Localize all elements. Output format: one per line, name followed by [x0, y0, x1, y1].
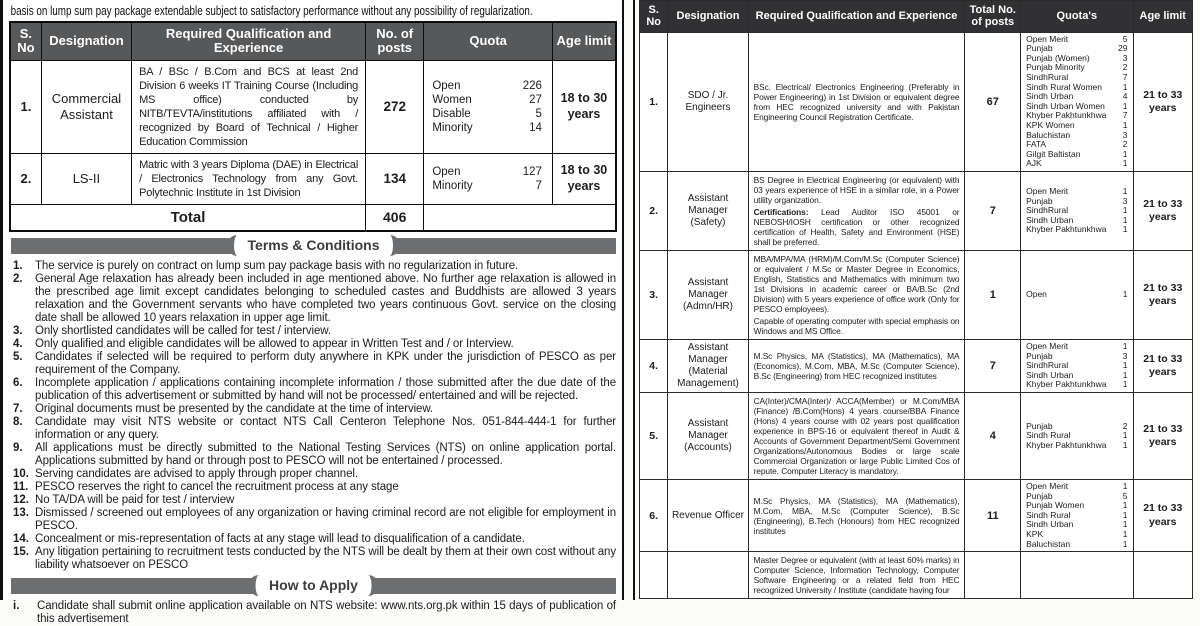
quota-value: 1: [1122, 100, 1128, 111]
qualification-paragraph: M.Sc Physics, MA (Statistics), MA (Mathematics), M.Com, MBA, M.Sc (Computer Science), B.Sc (Engineering), B.Tech (Honours) from HEC recognized institutes: [753, 495, 960, 536]
qualification-cell: [748, 171, 965, 250]
quota-label: Open: [432, 165, 461, 178]
term-text: No TA/DA will be paid for test / interview: [35, 493, 235, 506]
term-number: 7.: [13, 402, 23, 415]
quota-entry: [1026, 380, 1127, 390]
column-header: S. No: [10, 22, 41, 60]
term-text: All applications must be directly submitted to the National Testing Services (NTS) on online application portal. Applications submitted by hand or through post to PESCO will not be entertained / processed.: [35, 441, 616, 467]
quota-value: 2: [1122, 139, 1128, 150]
quota-label: Sindh Rural Women: [1026, 81, 1103, 92]
term-text: Concealment or mis-representation of facts at any stage will lead to disqualification of a candidate.: [35, 532, 525, 545]
qualification-cell: [748, 392, 965, 479]
how-to-apply-section-bar: [11, 578, 616, 594]
quota-value: 2: [1122, 420, 1128, 431]
qualification-cell: [748, 479, 965, 551]
quota-label: Khyber Pakhtunkhwa: [1026, 224, 1107, 235]
sno-cell: 4.: [640, 339, 668, 392]
qualification-paragraph: Capable of operating computer with special emphasis on Windows and MS Office.: [753, 315, 960, 336]
quota-label: Gilgit Baltistan: [1026, 148, 1081, 159]
quota-value: 1: [1122, 519, 1128, 530]
quota-cell: [1021, 32, 1133, 171]
quota-value: 1: [1122, 360, 1128, 371]
term-text: Only qualified and eligible candidates will be allowed to appear in Written Test and / or Interview.: [35, 337, 514, 350]
quota-label: KPK Women: [1026, 119, 1075, 130]
quota-value: 1: [1122, 340, 1128, 351]
posts-cell: 272: [366, 60, 424, 153]
column-header: Quota's: [1021, 1, 1133, 33]
quota-value: 3: [1122, 195, 1128, 206]
term-text: Any litigation pertaining to recruitment tests conducted by the NTS will be dealt by them at their own cost without any liability whatsoever on PESCO: [35, 545, 616, 571]
quota-value: 1: [1122, 538, 1128, 549]
term-text: Only shortlisted candidates will be called for test / interview.: [35, 324, 331, 337]
apply-number: i.: [13, 599, 20, 612]
quota-cell: [1021, 552, 1133, 599]
term-number: 15.: [13, 545, 29, 558]
column-header: Required Qualification and Experience: [748, 1, 965, 33]
quota-entry: [1026, 159, 1127, 169]
qualification-paragraph: BS Degree in Electrical Engineering (or equivalent) with 03 years experience of HSE in a similar role, in a Power utility organization.: [753, 174, 960, 205]
terms-item: [13, 403, 616, 416]
table-row: [640, 339, 1193, 392]
quota-value: 7: [1122, 110, 1128, 121]
term-number: 8.: [13, 415, 23, 428]
quota-value: 1: [1122, 119, 1128, 130]
terms-item: [13, 546, 616, 572]
sno-cell: 3.: [640, 250, 668, 339]
bold-lead: Certifications:: [753, 206, 809, 217]
term-text: Serving candidates are advised to apply through proper channel.: [35, 467, 358, 480]
column-header: Age limit: [552, 22, 616, 60]
term-number: 4.: [13, 337, 23, 350]
terms-item: [13, 494, 616, 507]
quota-value: 1: [1122, 369, 1128, 380]
quota-label: Punjab (Women): [1026, 52, 1090, 63]
term-number: 12.: [13, 493, 29, 506]
term-number: 2.: [13, 272, 23, 285]
quota-label: Sindh Urban: [1026, 369, 1074, 380]
term-text: Candidates if selected will be required to perform duty anywhere in KPK under the jurisdiction of PESCO as per requirement of the Company.: [35, 350, 616, 376]
quota-label: Minority: [432, 121, 473, 134]
designation-cell: LS-II: [41, 153, 131, 204]
quota-value: 1: [1122, 528, 1128, 539]
quota-value: 1: [1122, 289, 1128, 300]
age-limit-cell: 18 to 30 years: [552, 60, 616, 153]
quota-label: Minority: [432, 179, 473, 192]
posts-cell: 11: [965, 479, 1021, 551]
terms-section-bar: [11, 238, 616, 254]
quota-value: 2: [1122, 62, 1128, 73]
term-text: Dismissed / screened out employees of any organization or having criminal record are not eligible for employment in PESCO.: [35, 506, 616, 532]
terms-item: [13, 507, 616, 533]
quota-entry: [432, 79, 542, 93]
age-limit-cell: 21 to 33 years: [1133, 171, 1193, 250]
term-number: 6.: [13, 376, 23, 389]
terms-item: [13, 533, 616, 546]
terms-item: [13, 351, 616, 377]
quota-label: Sindh Urban: [1026, 214, 1074, 225]
term-text: Original documents must be presented by the candidate at the time of interview.: [35, 402, 434, 415]
total-posts: 406: [366, 204, 424, 231]
terms-section-title: Terms & Conditions: [227, 235, 401, 256]
quota-value: 14: [529, 121, 542, 134]
quota-value: 3: [1122, 52, 1128, 63]
qualification-cell: [748, 339, 965, 392]
quota-value: 1: [1122, 439, 1128, 450]
intro-text: basis on lump sum pay package extendable subject to satisfactory performance without any possibility of regularization.: [10, 4, 533, 18]
qualification-cell: BA / BSc / B.Com and BCS at least 2nd Division 6 weeks IT Training Course (Including MS office) conducted by NITB/TEVTA/institutions affiliated with / recognized by Board of Technical / Higher Education Commission: [132, 60, 366, 153]
table-row: [640, 392, 1193, 479]
qualification-paragraph: MBA/MPA/MA (HRM)/M.Com/M.Sc (Computer Science) or equivalent / M.Sc or Master Degree in Economics, English, Statistics and Mathematics with minimum two 1st Divisions in academic career or BA/B.Sc (2nd Division) with 5 years experience of office work (Only for PESCO employees).: [753, 253, 960, 314]
quota-value: 1: [1122, 480, 1128, 491]
right-advert-page: [633, 0, 1193, 600]
quota-value: 226: [522, 79, 542, 92]
quota-cell: [1021, 250, 1133, 339]
vacancies-table-right: [639, 0, 1193, 599]
how-to-apply-list: [9, 598, 618, 626]
sno-cell: 2.: [10, 153, 41, 204]
table-row: [640, 552, 1193, 599]
designation-cell: [668, 552, 748, 599]
quota-label: FATA: [1026, 139, 1047, 150]
designation-cell: SDO / Jr. Engineers: [668, 32, 748, 171]
term-number: 11.: [13, 480, 29, 493]
column-header: Required Qualification and Experience: [132, 22, 366, 60]
age-limit-cell: 21 to 33 years: [1133, 392, 1193, 479]
quota-value: 7: [535, 179, 542, 192]
term-number: 9.: [13, 441, 23, 454]
term-text: PESCO reserves the right to cancel the recruitment process at any stage: [35, 480, 399, 493]
sno-cell: 1.: [640, 32, 668, 171]
quota-value: 3: [1122, 129, 1128, 140]
quota-label: Sindh Urban Women: [1026, 100, 1105, 111]
quota-value: 1: [1122, 158, 1128, 169]
quota-label: Punjab: [1026, 490, 1053, 501]
term-number: 13.: [13, 506, 29, 519]
quota-cell: [1021, 479, 1133, 551]
quota-label: Khyber Pakhtunkhwa: [1026, 439, 1107, 450]
designation-cell: Assistant Manager (Safety): [668, 171, 748, 250]
posts-cell: 1: [965, 250, 1021, 339]
quota-value: 5: [1122, 490, 1128, 501]
quota-label: KPK: [1026, 528, 1044, 539]
quota-label: Open Merit: [1026, 185, 1069, 196]
term-number: 10.: [13, 467, 29, 480]
total-label: Total: [10, 204, 366, 231]
qualification-paragraph: Certifications: Lead Auditor ISO 45001 or NEBOSH/IOSH certification or other recognized certification of Health, Safety and Environment (HSE) shall be preferred.: [753, 206, 960, 247]
quota-label: Baluchistan: [1026, 538, 1071, 549]
column-header: Quota: [424, 22, 553, 60]
designation-cell: Assistant Manager (Material Management): [668, 339, 748, 392]
designation-cell: Assistant Manager (Admn/HR): [668, 250, 748, 339]
age-limit-cell: 21 to 33 years: [1133, 250, 1193, 339]
term-number: 14.: [13, 532, 29, 545]
quota-label: Open: [1026, 289, 1047, 300]
quota-label: SindhRural: [1026, 72, 1069, 82]
quota-value: 1: [1122, 148, 1128, 159]
posts-cell: 67: [965, 32, 1021, 171]
qualification-paragraph: CA(Inter)/CMA(Inter)/ ACCA(Member) or M.Com/MBA (Finance) /B.Com(Hons) 4 years course/BBA Finance (Hons) 4 years course with 02 years post qualification experience in BPS-16 or equivalent thereof in Audit & Accounts of Government Department/Semi Government Organizations/Autonomous Bodies or large scale Commercial Organization or large Public Limited Cos of repute. Computer Literacy is mandatory.: [753, 395, 960, 476]
quota-label: AJK: [1026, 158, 1042, 169]
apply-text: Candidate shall submit online application available on NTS website: www.nts.org.pk within 15 days of publication of this advertisement: [37, 599, 616, 625]
designation-cell: Revenue Officer: [668, 479, 748, 551]
terms-item: [13, 481, 616, 494]
term-number: 5.: [13, 350, 23, 363]
sno-cell: 2.: [640, 171, 668, 250]
age-limit-cell: 21 to 33 years: [1133, 479, 1193, 551]
quota-label: SindhRural: [1026, 205, 1069, 216]
quota-label: Khyber Pakhtunkhwa: [1026, 110, 1107, 121]
posts-cell: 134: [366, 153, 424, 204]
quota-cell: [1021, 171, 1133, 250]
term-text: General Age relaxation has already been included in age mentioned above. No further age relaxation is allowed in the prescribed age limit except candidates belonging to scheduled castes and Buddhists are allowed 3 years relaxation and the Government servants who have completed two years continuous Govt. service on the closing date shall be allowed 10 years relaxation in upper age limit.: [35, 272, 616, 324]
quota-entry: [432, 121, 542, 135]
quota-label: Disable: [432, 107, 471, 120]
quota-entry: [1026, 225, 1127, 235]
table-row: [640, 250, 1193, 339]
quota-cell: [424, 60, 553, 153]
quota-label: Punjab: [1026, 195, 1053, 206]
quota-label: Sindh Rural: [1026, 509, 1071, 520]
terms-item: [13, 338, 616, 351]
column-header: Total No. of posts: [965, 1, 1021, 33]
quota-value: 1: [1122, 379, 1128, 390]
quota-label: Sindh Urban: [1026, 519, 1074, 530]
quota-label: Open Merit: [1026, 340, 1069, 351]
quota-label: Khyber Pakhtunkhwa: [1026, 379, 1107, 390]
quota-entry: [1026, 441, 1127, 451]
quota-label: Open Merit: [1026, 33, 1069, 44]
quota-value: 7: [1122, 72, 1128, 82]
column-header: Designation: [41, 22, 131, 60]
column-header: No. of posts: [366, 22, 424, 60]
quota-value: 1: [1122, 224, 1128, 235]
quota-label: Baluchistan: [1026, 129, 1071, 140]
quota-label: Open: [432, 79, 461, 92]
term-text: The service is purely on contract on lump sum pay package basis with no regularization in future.: [35, 259, 519, 272]
terms-item: [13, 468, 616, 481]
how-to-apply-section-title: How to Apply: [248, 575, 379, 596]
quota-value: 3: [1122, 350, 1128, 361]
quota-label: Sindh Rural: [1026, 430, 1071, 441]
term-text: Candidate may visit NTS website or contact NTS Call Centeron Telephone Nos. 051-844-444-1 for further information or any query.: [35, 415, 616, 441]
terms-item: [13, 416, 616, 442]
designation-cell: Assistant Manager (Accounts): [668, 392, 748, 479]
header-row: [10, 22, 616, 60]
sno-cell: [640, 552, 668, 599]
quota-value: 5: [1122, 33, 1128, 44]
quota-label: Punjab: [1026, 43, 1053, 54]
quota-value: 1: [1122, 205, 1128, 216]
column-header: S. No: [640, 1, 668, 33]
qualification-paragraph: Master Degree or equivalent (with at least 60% marks) in Computer Science, Information Technology, Computer Software Engineering or a related field from HEC recognized University / Institute (candidate having four: [753, 555, 960, 596]
quota-label: Punjab: [1026, 350, 1053, 361]
sno-cell: 1.: [10, 60, 41, 153]
quota-entry: [1026, 540, 1127, 550]
apply-item: [13, 600, 616, 626]
age-limit-cell: [1133, 552, 1193, 599]
header-row: [640, 1, 1193, 33]
age-limit-cell: 21 to 33 years: [1133, 32, 1193, 171]
quota-value: 1: [1122, 81, 1128, 92]
age-limit-cell: 21 to 33 years: [1133, 339, 1193, 392]
quota-cell: [1021, 339, 1133, 392]
quota-value: 5: [535, 107, 542, 120]
quota-value: 1: [1122, 214, 1128, 225]
qualification-cell: [748, 552, 965, 599]
table-row: [640, 171, 1193, 250]
term-number: 1.: [13, 259, 23, 272]
posts-cell: [965, 552, 1021, 599]
quota-entry: [1026, 290, 1127, 300]
quota-value: 1: [1122, 509, 1128, 520]
quota-value: 1: [1122, 430, 1128, 441]
quota-label: SindhRural: [1026, 360, 1069, 371]
age-limit-cell: 18 to 30 years: [552, 153, 616, 204]
qualification-paragraph: BSc. Electrical/ Electronics Engineering (Preferably in Power Engineering) in 1st Division or equivalent degree from HEC recognized university and with Pakistan Engineering Council Registration Certificate.: [753, 81, 960, 122]
sno-cell: 5.: [640, 392, 668, 479]
total-empty-cell: [424, 204, 616, 231]
column-header: Age limit: [1133, 1, 1193, 33]
quota-label: Sindh Urban: [1026, 91, 1074, 102]
table-row: [640, 32, 1193, 171]
column-header: Designation: [668, 1, 748, 33]
terms-item: [13, 273, 616, 325]
quota-label: Women: [432, 93, 472, 106]
qualification-paragraph: M.Sc Physics, MA (Statistics), MA (Mathematics), MA (Economics), M.Com, MBA, M.Sc (Computer Science), B.Sc (Engineering) from HEC recognized institutes: [753, 350, 960, 381]
table-row: [640, 479, 1193, 551]
quota-value: 127: [522, 165, 542, 178]
vacancies-table-left: [9, 21, 617, 232]
quota-value: 29: [1118, 43, 1128, 54]
quota-entry: [432, 93, 542, 107]
terms-item: [13, 442, 616, 468]
terms-list: [9, 258, 618, 572]
posts-cell: 4: [965, 392, 1021, 479]
table-row: [10, 60, 616, 153]
posts-cell: 7: [965, 171, 1021, 250]
table-row: [10, 153, 616, 204]
quota-value: 1: [1122, 185, 1128, 196]
quota-cell: [1021, 392, 1133, 479]
terms-item: [13, 377, 616, 403]
designation-cell: Commercial Assistant: [41, 60, 131, 153]
quota-entry: [432, 179, 542, 193]
terms-item: [13, 325, 616, 338]
sno-cell: 6.: [640, 479, 668, 551]
quota-label: Punjab Minority: [1026, 62, 1085, 73]
quota-cell: [424, 153, 553, 204]
quota-label: Open Merit: [1026, 480, 1069, 491]
qualification-cell: [748, 250, 965, 339]
term-text: Incomplete application / applications containing incomplete information / those submitted after the due date of the publication of this advertisement or submitted by hand will not be processed/ entertained and will be rejected.: [35, 376, 616, 402]
qualification-cell: Matric with 3 years Diploma (DAE) in Electrical / Electronics Technology from any Govt. Polytechnic Institute in 1st Division: [132, 153, 366, 204]
qualification-cell: [748, 32, 965, 171]
total-row: [10, 204, 616, 231]
quota-label: Punjab: [1026, 420, 1053, 431]
quota-entry: [432, 165, 542, 179]
quota-label: Punjab Women: [1026, 500, 1085, 511]
quota-value: 1: [1122, 500, 1128, 511]
quota-value: 27: [529, 93, 542, 106]
posts-cell: 7: [965, 339, 1021, 392]
term-number: 3.: [13, 324, 23, 337]
quota-entry: [432, 107, 542, 121]
terms-item: [13, 260, 616, 273]
quota-value: 4: [1122, 91, 1128, 102]
